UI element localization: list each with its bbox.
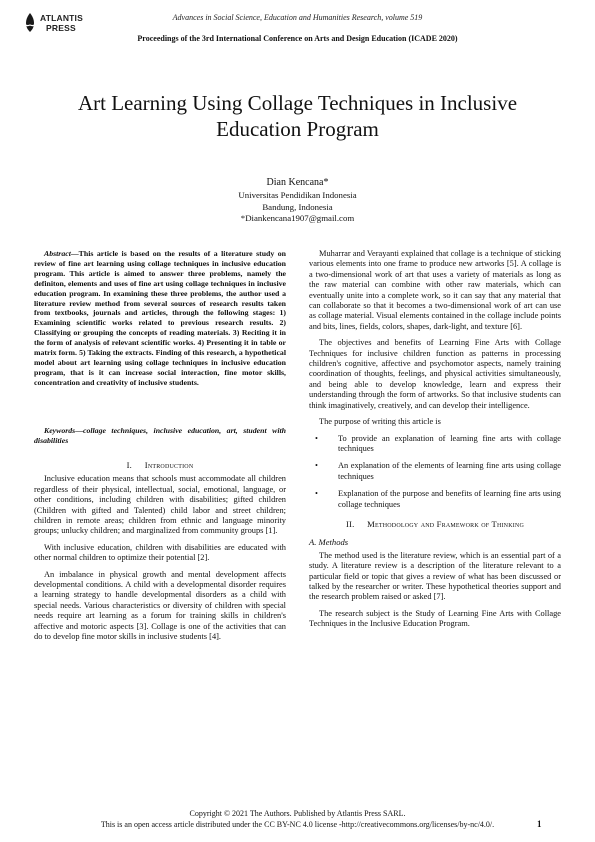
right-column (309, 249, 561, 630)
section-1-number: I. (126, 460, 133, 470)
author-block (0, 176, 595, 225)
list-item-text: Explanation of the purpose and benefits of learning fine arts using collage techniques (338, 489, 561, 509)
intro-paragraph-2: With inclusive education, children with disabilities are educated with other normal children to optimize their potential [2]. (34, 542, 286, 563)
logo-line-2: PRESS (46, 23, 76, 33)
section-2-heading (309, 519, 561, 529)
paper-title-line-1: Art Learning Using Collage Techniques in Inclusive (77, 91, 518, 115)
methods-paragraph-2: The research subject is the Study of Learning Fine Arts with Collage Techniques in the Inclusive Education Program. (309, 608, 561, 629)
bullet-icon: • (315, 461, 318, 471)
subsection-methods-heading: A. Methods (309, 537, 349, 548)
list-item-text: An explanation of the elements of learning fine arts using collage techniques (338, 461, 561, 481)
paper-title (40, 90, 555, 142)
methods-paragraph-1: The method used is the literature review, which is an essential part of a study. A literature review is a description of the literature relevant to a particular field or topic that gives a review of what has been discussed or talked by the researcher or writer. These hypothetical theories support and the research problem raised or asked [7]. (309, 550, 561, 602)
purpose-list (309, 434, 561, 510)
abstract (34, 249, 286, 388)
right-paragraph-3: The purpose of writing this article is (319, 417, 441, 427)
list-item (309, 461, 561, 482)
section-1-heading (34, 460, 286, 470)
proceedings-header: Proceedings of the 3rd International Conference on Arts and Design Education (ICADE 2020) (137, 34, 458, 43)
section-2-title: Methodology and Framework of Thinking (367, 518, 525, 529)
author-city: Bandung, Indonesia (262, 201, 333, 212)
section-1-title: Introduction (144, 460, 194, 470)
list-item (309, 434, 561, 455)
logo-line-1: ATLANTIS (40, 13, 83, 23)
paper-title-line-2: Education Program (216, 117, 379, 141)
bullet-icon: • (315, 433, 318, 443)
footer-copyright: Copyright © 2021 The Authors. Published by Atlantis Press SARL. (189, 809, 406, 818)
keywords: Keywords—collage techniques, inclusive education, art, student with disabilities (34, 426, 286, 445)
journal-header: Advances in Social Science, Education and Humanities Research, volume 519 (172, 13, 423, 22)
bullet-icon: • (315, 489, 318, 499)
author-name: Dian Kencana* (266, 177, 329, 188)
list-item-text: To provide an explanation of learning fine arts with collage techniques (338, 433, 561, 453)
section-introduction (34, 460, 286, 643)
footer-license: This is an open access article distributed under the CC BY-NC 4.0 license -http://creativecommons.org/licenses/by-nc/4.0/. (100, 820, 495, 829)
intro-paragraph-3: An imbalance in physical growth and mental development affects developmental conditions. A child with a developmental disorder requires a learning strategy to handle developmental disorders as a child with special needs. Various characteristics or diversity of children with special needs require art learning as a forum for training skills in children's affective and motoric aspects [3]. Collage is one of the activities that can do to develop fine motor skills in inclusive students [4]. (34, 569, 286, 642)
intro-paragraph-1: Inclusive education means that schools must accommodate all children regardless of their physical, intellectual, social, emotional, language, or other conditions, including children with disabilities; gifted children (Children with gifted and Talented) child labor and street children; children in remote areas; children from ethnic and language minority groups; unlucky children; and marginalized from community groups [1]. (34, 474, 286, 536)
list-item (309, 489, 561, 510)
right-paragraph-2: The objectives and benefits of Learning Fine Arts with Collage Techniques for inclusive children function as patterns in processing children's cognitive, affective and psychomotor aspects, namely training coordination of thoughts, feelings, and physical activities simultaneously, and being able to develop knowledge, learn and express their understanding through the form of artworks. So that inclusive students can think imaginatively, creatively, and can develop their intelligence. (309, 338, 561, 410)
right-paragraph-1: Muharrar and Verayanti explained that collage is a technique of sticking various elements into one frame to produce new artworks [5]. A collage is a two-dimensional work of art that uses a variety of materials as long as the raw material can combine with other raw materials, which can eventually unite into a complete work, so it can say that any material that can collaborate so that it becomes a two-dimensional work of art can use as collage material. Visual elements contained in the collage include points and bits, lines, fields, colors, shapes, dark-light, and texture [6]. (309, 249, 561, 331)
page-number: 1 (537, 819, 542, 829)
abstract-label: Abstract (44, 249, 71, 258)
author-affiliation: Universitas Pendidikan Indonesia (238, 190, 357, 200)
section-2-number: II. (345, 518, 355, 529)
abstract-text: —This article is based on the results of a literature study on review of fine art learning using collage techniques in inclusive education program. This article is aimed to answer three problems, namely the definiton, elements and uses of fine art using collage techniques in inclusive education program. In examining these three problems, the author used a literature review method from several sources of research results taken from textbooks, journals and articles, through the following stages: 1) Examining scientific works related to previous research results. 2) Classifying or grouping the concepts of reading materials. 3) Reciting it in the form of analysis of relevant scientific works. 4) Presenting it in table or matrix form. 5) Taking the extracts. Finding of this research, a hypothetical model about art learning using collage techniques in inclusive education program, that is it can increase social interaction, fine motor skills, concentration and creativity of inclusive students. (34, 249, 286, 387)
author-email: *Diankencana1907@gmail.com (240, 213, 355, 223)
